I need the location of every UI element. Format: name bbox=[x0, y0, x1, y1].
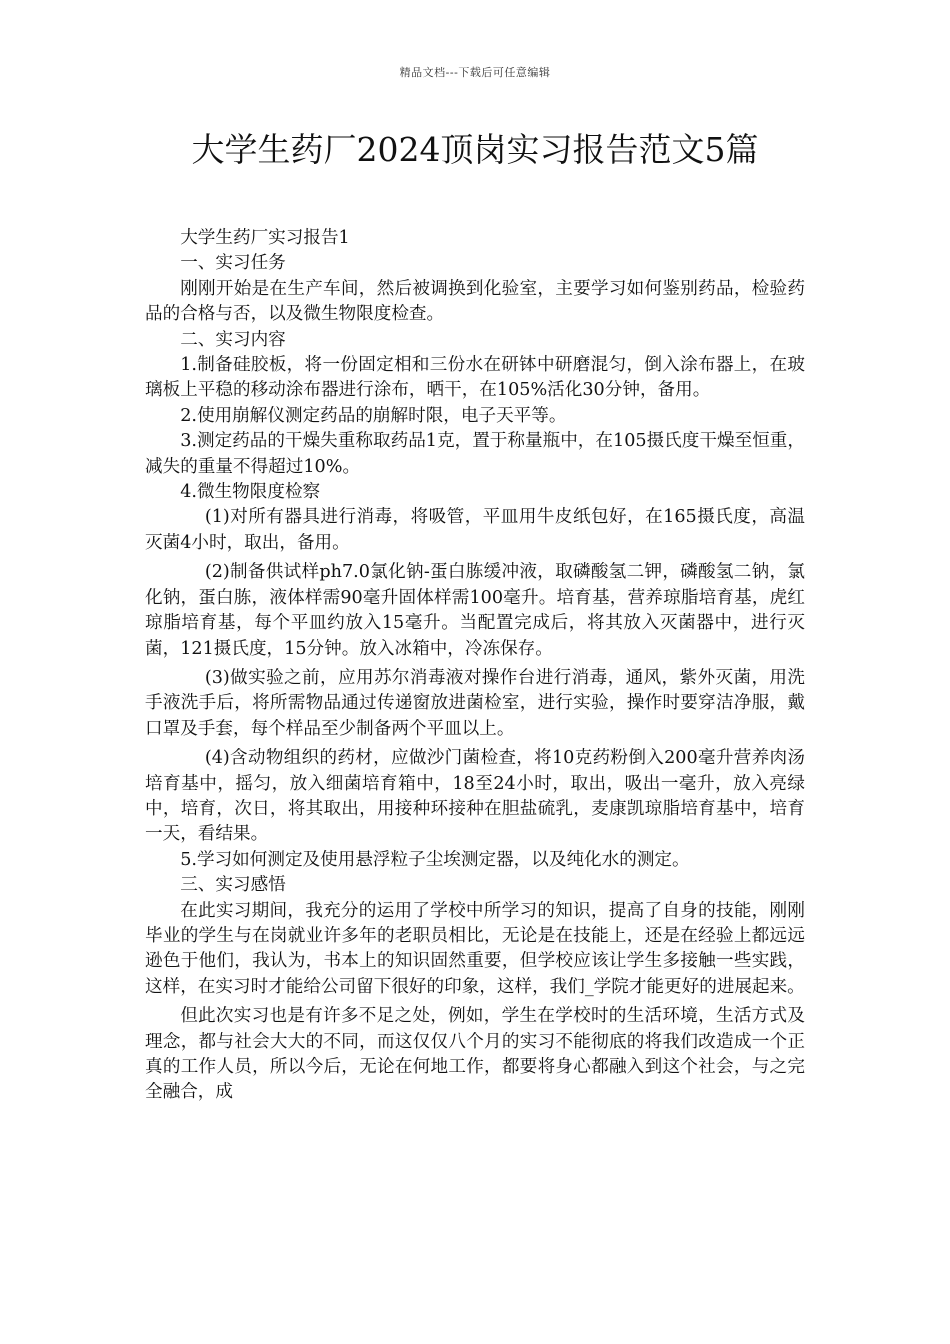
document-title: 大学生药厂2024顶岗实习报告范文5篇 bbox=[191, 130, 759, 169]
paragraph-item-2: 2.使用崩解仪测定药品的崩解时限，电子天平等。 bbox=[180, 405, 567, 426]
document-body bbox=[145, 226, 805, 1106]
paragraph-item-4: 4.微生物限度检察 bbox=[180, 482, 321, 503]
paragraph-task: 刚刚开始是在生产车间，然后被调换到化验室，主要学习如何鉴别药品，检验药品的合格与否，以及微生物限度检查。 bbox=[145, 278, 805, 325]
paragraph-sub-4: (4)含动物组织的药材，应做沙门菌检查，将10克药粉倒入200毫升营养肉汤培育基中，摇匀，放入细菌培育箱中，18至24小时，取出，吸出一毫升，放入亮绿中，培育，次日，将其取出，用接种环接种在胆盐硫乳，麦康凯琼脂培育基中，培育一天，看结果。 bbox=[145, 748, 805, 845]
section-heading-content: 二、实习内容 bbox=[180, 329, 286, 350]
paragraph-reflection-1: 在此实习期间，我充分的运用了学校中所学习的知识，提高了自身的技能，刚刚毕业的学生与在岗就业许多年的老职员相比，无论是在技能上，还是在经验上都远远逊色于他们，我认为，书本上的知识固然重要，但学校应该让学生多接触一些实践，这样，在实习时才能给公司留下很好的印象，这样，我们_学院才能更好的进展起来。 bbox=[145, 900, 805, 997]
paragraph-item-1: 1.制备硅胶板，将一份固定相和三份水在研钵中研磨混匀，倒入涂布器上，在玻璃板上平稳的移动涂布器进行涂布，晒干，在105%活化30分钟，备用。 bbox=[145, 355, 805, 401]
page-header: 精品文档---下载后可任意编辑 bbox=[399, 66, 551, 79]
section-heading-task: 一、实习任务 bbox=[180, 253, 286, 274]
paragraph-item-5: 5.学习如何测定及使用悬浮粒子尘埃测定器，以及纯化水的测定。 bbox=[180, 849, 690, 870]
paragraph-reflection-2: 但此次实习也是有许多不足之处，例如，学生在学校时的生活环境，生活方式及理念，都与社会大大的不同，而这仅仅八个月的实习不能彻底的将我们改造成一个正真的工作人员，所以今后，无论在何地工作，都要将身心都融入到这个社会，与之完全融合，成 bbox=[145, 1006, 805, 1103]
paragraph-sub-2: (2)制备供试样ph7.0氯化钠-蛋白胨缓冲液，取磷酸氢二钾，磷酸氢二钠，氯化钠，蛋白胨，液体样需90毫升固体样需100毫升。培育基，营养琼脂培育基，虎红琼脂培育基，每个平皿约放入15毫升。当配置完成后，将其放入灭菌器中，进行灭菌，121摄氏度，15分钟。放入冰箱中，冷冻保存。 bbox=[145, 562, 805, 659]
report-heading: 大学生药厂实习报告1 bbox=[180, 228, 350, 248]
paragraph-sub-1: (1)对所有器具进行消毒，将吸管，平皿用牛皮纸包好，在165摄氏度，高温灭菌4小时，取出，备用。 bbox=[145, 507, 805, 553]
section-heading-reflection: 三、实习感悟 bbox=[180, 875, 286, 896]
paragraph-sub-3: (3)做实验之前，应用苏尔消毒液对操作台进行消毒，通风，紫外灭菌，用洗手液洗手后，将所需物品通过传递窗放进菌检室，进行实验，操作时要穿洁净服，戴口罩及手套，每个样品至少制备两个平皿以上。 bbox=[145, 667, 805, 739]
paragraph-item-3: 3.测定药品的干燥失重称取药品1克，置于称量瓶中，在105摄氏度干燥至恒重，减失的重量不得超过10%。 bbox=[145, 431, 805, 477]
